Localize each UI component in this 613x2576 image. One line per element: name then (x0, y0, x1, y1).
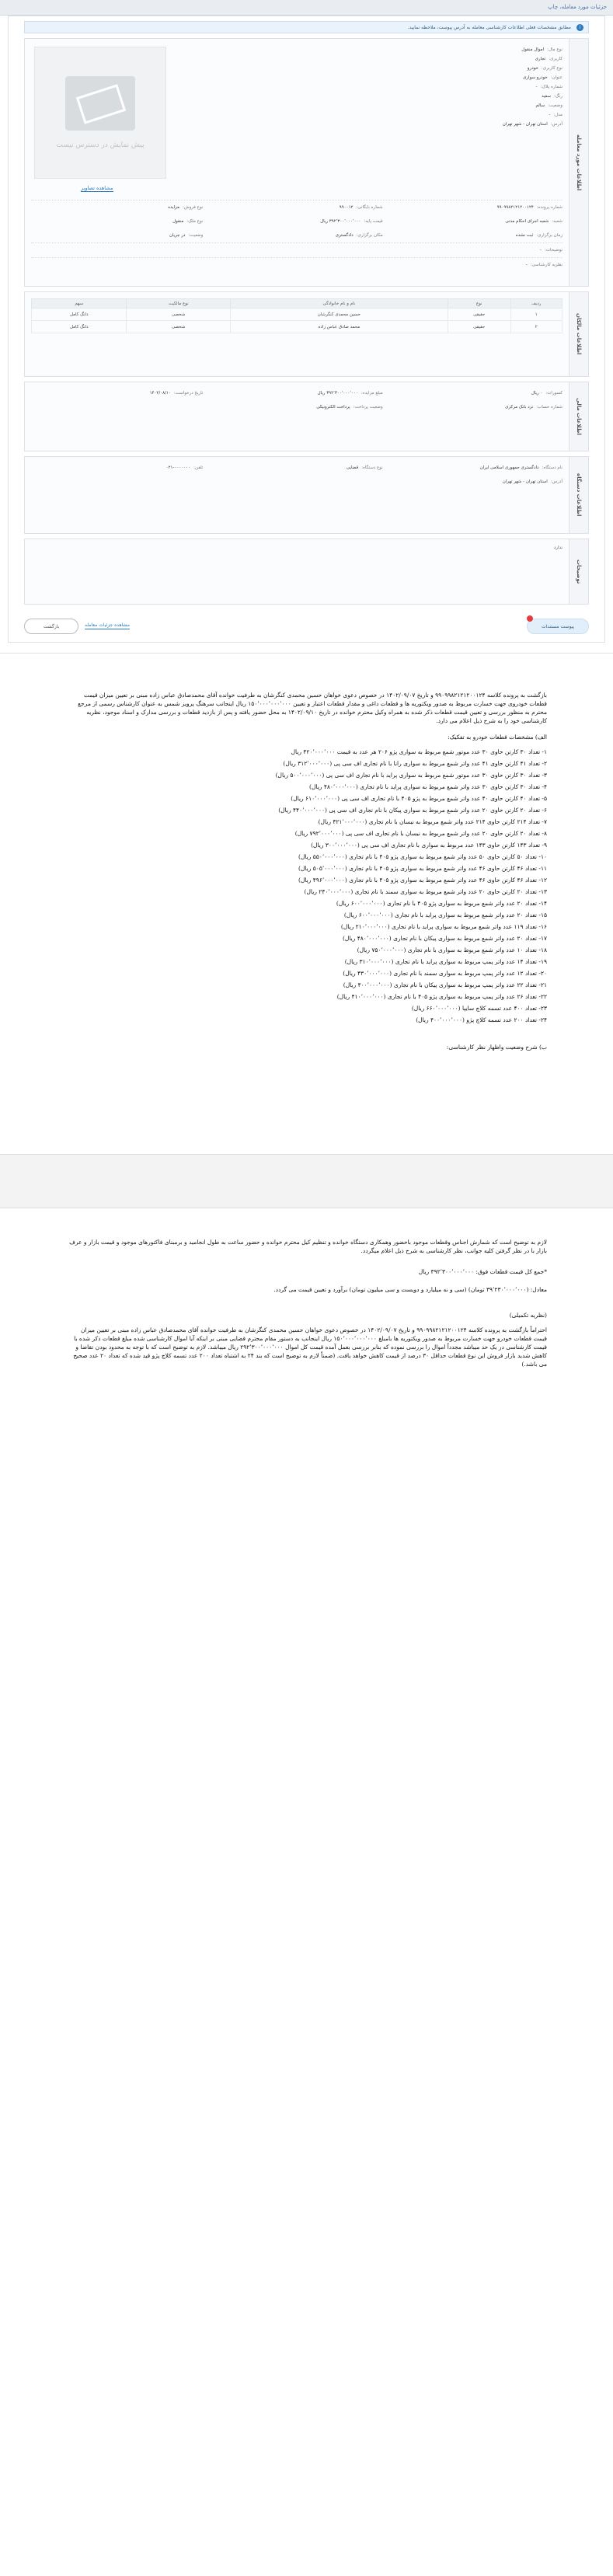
photo-caption: پیش نمایش در دسترس نیست (56, 141, 145, 149)
kv-row: نوع کاربری: خودرو (527, 66, 562, 71)
divider (31, 257, 562, 258)
info-alert (24, 21, 589, 33)
col-header: ردیف (510, 299, 562, 308)
alert-text: مطابق مشخصات فعلی اطلاعات کارشناسی معامله به آدرس پیوست، ملاحظه نمایید. (407, 25, 571, 30)
grid-item: نوع ملک: منقول (172, 219, 204, 224)
list-item: ۹- تعداد ۱۴۳ کارتن حاوی ۱۴۳ عدد مربوط به سواری با نام تجاری اف سی پی (۳۰۰٬۰۰۰٬۰۰۰ ریال) (311, 842, 547, 849)
doc-c-title: (نظریه تکمیلی) (509, 1312, 547, 1319)
view-deal-details-link[interactable]: مشاهده جزئیات معامله (85, 622, 130, 628)
owners-section (24, 291, 589, 377)
breadcrumb[interactable]: جزئیات مورد معامله، چاپ (548, 4, 607, 10)
list-item: ۲۲- تعداد ۲۶ عدد واتر پمپ مربوط به سواری پژو ۴۰۵ با نام تجاری (۴۱۰٬۰۰۰٬۰۰۰ ریال) (336, 993, 547, 1000)
cell: ۲ (510, 321, 562, 333)
doc-list (66, 748, 547, 1024)
cell: محمد صادق عباس زاده (230, 321, 448, 333)
notification-badge (527, 615, 533, 622)
grid-item: وضعیت: در جریان (169, 233, 204, 238)
doc-b-title: ب) شرح وضعیت واظهار نظر کارشناسی: (446, 1044, 547, 1051)
kv-row: عنوان: خودرو سواری (523, 75, 562, 80)
deal-info-body (24, 38, 569, 287)
kv-row: وضعیت پرداخت: پرداخت الکترونیکی (316, 405, 383, 410)
cell: شخصی (127, 321, 231, 333)
list-item: ۲۱- تعداد ۲۲ عدد واتر پمپ مربوط به سواری پیکان با نام تجاری (۴۰۰٬۰۰۰٬۰۰۰ ریال) (343, 981, 547, 988)
list-item: ۱۵- تعداد ۲۰ عدد واتر شمع مربوط به سواری پراید با نام تجاری (۶۰۰٬۰۰۰٬۰۰۰ ریال) (343, 912, 547, 919)
divider (0, 647, 613, 654)
kv-row: نوع دستگاه: قضایی (346, 465, 383, 470)
kv-row: آدرس: استان تهران - شهر تهران (502, 479, 562, 484)
grid-item: قیمت پایه: ۳۹۲٬۳۰۰٬۰۰۰٬۰۰۰ ریال (320, 219, 383, 224)
deal-info-label: اطلاعات مورد معامله (569, 38, 589, 287)
cell: حسین محمدی کنگرشان (230, 308, 448, 321)
info-icon: i (576, 24, 583, 31)
table-row (32, 308, 562, 321)
kv-row: تلفن: ۰۲۱-۰۰۰۰۰۰۰ (165, 465, 204, 470)
image-placeholder-icon (65, 76, 135, 131)
deal-grid (31, 197, 562, 270)
office-body (24, 456, 569, 534)
grid-item: زمان برگزاری: ثبت نشده (515, 233, 562, 238)
kv-row: کسورات: ۰ ریال (531, 391, 562, 396)
list-item: ۱۹- تعداد ۱۴ عدد واتر پمپ مربوط به سواری پراید با نام تجاری (۳۱۰٬۰۰۰٬۰۰۰ ریال) (344, 958, 547, 965)
attachments-button[interactable]: پیوست مستندات (527, 619, 589, 634)
owners-label: اطلاعات مالکان (569, 291, 589, 377)
divider (31, 242, 562, 243)
finance-section (24, 382, 589, 451)
list-item: ۳- تعداد ۳۰ کارتن حاوی ۳۰ عدد موتور شمع مربوط به سواری پراید با نام تجاری اف سی پی (۵۰۰٬۰۰۰٬۰۰۰ ریال) (275, 772, 547, 779)
doc-list-title: الف) مشخصات قطعات خودرو به تفکیک: (448, 734, 547, 741)
kv-row: کاربری: تجاری (535, 57, 562, 61)
kv-row: تاریخ درخواست: ۱۴۰۲/۰۸/۱۰ (149, 391, 204, 396)
notes-label: توضیحات (569, 539, 589, 605)
kv-row: شماره پلاک: - (535, 85, 562, 89)
details-card (8, 16, 605, 643)
office-section (24, 456, 589, 534)
list-item: ۱۷- تعداد ۲۰ عدد واتر شمع مربوط به سواری پیکان با نام تجاری (۴۸۰٬۰۰۰٬۰۰۰ ریال) (342, 935, 547, 942)
doc-equiv-line: معادل: (۳۹٬۲۳۰٬۰۰۰٬۰۰۰ تومان) (سی و نه میلیارد و دویست و سی میلیون تومان) برآورد و تعیین قیمت می گردد. (273, 1286, 547, 1293)
list-item: ۱۲- تعداد ۴۶ کارتن حاوی ۴۶ عدد واتر شمع مربوط به سواری پژو ۴۰۵ با نام تجاری (۴۹۶٬۰۰۰٬۰۰۰ ریال) (298, 877, 547, 884)
list-item: ۲- تعداد ۴۱ کارتن حاوی ۴۱ عدد واتر شمع مربوط به سواری رانا با نام تجاری اف سی پی (۳۱۲٬۰۰۰٬۰۰۰ ریال) (283, 760, 547, 767)
kv-row: مدل: - (549, 113, 562, 117)
list-item: ۶- تعداد ۲۰ کارتن حاوی ۲۰ عدد واتر شمع مربوط به سواری پیکان با نام تجاری اف سی پی (۴۴۰٬۰۰۰٬۰۰۰ ریال) (278, 807, 547, 814)
grid-item: مکان برگزاری: دادگستری (335, 233, 383, 238)
photo-placeholder (34, 47, 166, 179)
list-item: ۱۱- تعداد ۴۶ کارتن حاوی ۴۶ عدد واتر شمع مربوط به سواری پژو ۴۰۵ با نام تجاری (۵۰۵٬۰۰۰٬۰۰۰ ریال) (298, 865, 547, 872)
list-item: ۱۴- تعداد ۲۰ عدد واتر شمع مربوط به سواری پژو ۴۰۵ با نام تجاری (۶۰۰٬۰۰۰٬۰۰۰ ریال) (336, 900, 547, 907)
col-header: نام و نام خانوادگی (230, 299, 448, 308)
page-break (0, 1154, 613, 1208)
kv-row: رنگ: سفید (542, 94, 562, 99)
cell: ۱ (510, 308, 562, 321)
finance-body (24, 382, 569, 451)
note-row: توضیحات: - (540, 248, 562, 253)
grid-item: شماره پرونده: ۹۹۰۹۹۸۲۱۲۱۲۰۰۱۲۴ (496, 205, 562, 210)
owners-table (31, 298, 562, 333)
list-item: ۱۸- تعداد ۱۰ عدد واتر شمع مربوط به سواری با نام تجاری (۷۵۰٬۰۰۰٬۰۰۰ ریال) (357, 946, 547, 953)
list-item: ۲۳- تعداد ۴۰۰ عدد تسمه کلاچ سایپا (۶۶۰٬۰۰۰٬۰۰۰ ریال) (411, 1005, 547, 1012)
cell: دانگ کامل (32, 308, 127, 321)
kv-row: شماره حساب: نزد بانک مرکزی (505, 405, 562, 410)
deal-rows-top (298, 45, 562, 129)
document-page-2 (0, 1222, 613, 1368)
list-item: ۷- تعداد ۲۱۴ کارتن حاوی ۲۱۴ عدد واتر شمع مربوط به نیسان با نام تجاری (۴۲۱٬۰۰۰٬۰۰۰ ریال) (318, 818, 547, 825)
col-header: نوع مالکیت (127, 299, 231, 308)
owners-body (24, 291, 569, 377)
kv-row: مبلغ مزایده: ۳۹۲٬۳۰۰٬۰۰۰٬۰۰۰ ریال (317, 391, 383, 396)
kv-row: نوع مال: اموال منقول (521, 47, 562, 52)
cell: شخصی (127, 308, 231, 321)
list-item: ۴- تعداد ۳۰ کارتن حاوی ۳۰ عدد واتر شمع مربوط به سواری پراید با نام تجاری (۴۸۰٬۰۰۰٬۰۰۰ ریال) (309, 783, 547, 790)
footer-actions (24, 612, 589, 636)
doc-p2-text: لازم به توضیح است که شمارش اجناس وقطعات موجود باحضور وهمکاری دستگاه خوانده و تنظیم کیل محترم خوانده و حضور ساعت به طول انجامید و برمبنای فاکتورهای موجود و قیمت بازار و عرف بازار با در نظر گرفتن کلیه جوانب، نظر کارشناسی به شرح ذیل اعلام میگردد. (69, 1239, 547, 1254)
cell: حقیقی (448, 321, 510, 333)
list-item: ۲۴- تعداد ۲۰۰ عدد تسمه کلاچ پژو (۴۰۰٬۰۰۰٬۰۰۰ ریال) (416, 1016, 547, 1023)
table-row (32, 321, 562, 333)
grid-item: نوع فروش: مزایده (168, 205, 204, 210)
list-item: ۲۰- تعداد ۱۲ عدد واتر پمپ مربوط به سواری سمند با نام تجاری (۴۳۰٬۰۰۰٬۰۰۰ ریال) (343, 970, 547, 977)
grid-item: شعبه: شعبه اجرای احکام مدنی (505, 219, 562, 224)
notes-value: ندارد (553, 546, 562, 550)
cell: حقیقی (448, 308, 510, 321)
kv-row: آدرس: استان تهران - شهر تهران (502, 122, 562, 127)
list-item: ۸- تعداد ۲۰ کارتن حاوی ۲۰ عدد واتر شمع مربوط به نیسان با نام تجاری اف سی پی (۷۹۲٬۰۰۰٬۰۰۰ ریال) (294, 830, 547, 837)
breadcrumb-bar (0, 0, 613, 16)
list-item: ۵- تعداد ۴۰ کارتن حاوی ۴۰ عدد واتر شمع مربوط به پژو ۴۰۵ با نام تجاری اف سی پی (۶۱۰٬۰۰۰٬۰۰۰ ریال) (291, 795, 547, 802)
list-item: ۱۰- تعداد ۵۰ کارتن حاوی ۵۰ عدد واتر شمع مربوط به سواری پژو ۴۰۵ با نام تجاری (۵۵۰٬۰۰۰٬۰۰۰ ریال) (298, 853, 547, 860)
kv-row: نام دستگاه: دادگستری جمهوری اسلامی ایران (479, 465, 562, 470)
list-item: ۱۳- تعداد ۲۰ کارتن حاوی ۲۰ عدد واتر شمع مربوط به سواری سمند با نام تجاری (۲۴۰٬۰۰۰٬۰۰۰ ریال) (304, 888, 547, 895)
col-header: سهم (32, 299, 127, 308)
notes-body (24, 539, 569, 605)
list-item: ۱۶- تعداد ۱۱۹ عدد واتر شمع مربوط به سواری پراید با نام تجاری (۲۱۰٬۰۰۰٬۰۰۰ ریال) (340, 923, 547, 930)
expert-row: نظریه کارشناسی: - (525, 263, 562, 267)
document-page-1 (0, 658, 613, 1140)
view-images-link[interactable]: مشاهده تصاویر (81, 185, 113, 191)
grid-item: شماره بایگانی: ۹۹۰۰۱۲ (339, 205, 383, 210)
back-button[interactable]: بازگشت (24, 619, 78, 634)
table-header (32, 299, 562, 308)
list-item: ۱- تعداد ۳۰ کارتن حاوی ۳۰ عدد موتور شمع مربوط به سواری پژو ۲۰۶ هر عدد به قیمت ۴۲۰٬۰۰۰٬۰۰۰ ریال (291, 748, 547, 755)
office-label: اطلاعات دستگاه (569, 456, 589, 534)
kv-row: وضعیت: سالم (535, 103, 562, 108)
cell: دانگ کامل (32, 321, 127, 333)
doc-c-text: احتراماً بازگشت به پرونده کلاسه ۹۹۰۹۹۸۲۱۲۱۲۰۰۱۲۴ و تاریخ ۱۴۰۲/۰۹/۰۷ در خصوص دعوی خواهان حسین محمدی کنگرشان به طرفیت خوانده آقای محمدصادق عباس زاده مبنی بر تعیین میزان قیمت قطعات خودرو جهت خسارت مربوط به صدور ویکتوریه ها بامبلغ ۱۵۰٬۰۰۰٬۰۰۰٬۰۰۰ ریال اینجانب به دستور مقام محترم قضایی مبنی بر اینکه آیا اموال کارشناسی شده مبلغ قطعات ذکر شده با قیمت کارشناسی در یک حد میباشد مجدداً اموال را بررسی نموده که بنابر بررسی بعمل آمده قیمت کل اموال ۲۹۲٬۳۰۰٬۰۰۰٬۰۰۰ ریال میباشد. لازم به توضیح است که با توجه به محدود بودن تقاضا و کاهش شدید بازار فروش این نوع قطعات حداقل ۳۰ درصد از قیمت کاهش خواهد یافت. (ضمناً لازم به توضیح است که بند ۲۴ به اشتباه تعداد ۲۰۰ عدد تسمه کلاچ پژو قید شده که تعداد ۲۰ عدد صحیح می باشد.) (73, 1326, 547, 1368)
notes-section (24, 539, 589, 605)
doc-blank-space (66, 1054, 547, 1140)
col-header: نوع (448, 299, 510, 308)
doc-intro: بازگشت به پرونده کلاسه ۹۹۰۹۹۸۲۱۲۱۲۰۰۱۲۴ و تاریخ ۱۴۰۲/۰۹/۰۷ در خصوص دعوی خواهان حسین محمدی کنگرشان به طرفیت خوانده آقای محمدصادق عباس زاده مبنی بر تعیین میزان قیمت قطعات خودروی جهت خسارت مربوط به صدور ویکتوریه ها و قطعات داغی و مقدار قطعات اعتبار و تعیین ۱۵۰٬۰۰۰٬۰۰۰٬۰۰۰ ریال اینجانب سرهنگ پرویز شمس به عنوان کارشناس رسمی از مرجع محترم به منظور بررسی و تعیین قیمت قطعات ذکر شده به همراه وکیل محترم خوانده در تاریخ ۱۴۰۲/۰۹/۱۰ به محل حضور یافته و پس از بازدید قطعات و بررسی مدارک و اسناد موجود، نظریه کارشناسی خود را به شرح ذیل اعلام می دارد. (78, 692, 547, 724)
deal-info-section (24, 38, 589, 287)
finance-label: اطلاعات مالی (569, 382, 589, 451)
doc-total-line: *جمع کل قیمت قطعات فوق: ۳۹۲٬۳۰۰٬۰۰۰٬۰۰۰ ریال (418, 1268, 547, 1275)
